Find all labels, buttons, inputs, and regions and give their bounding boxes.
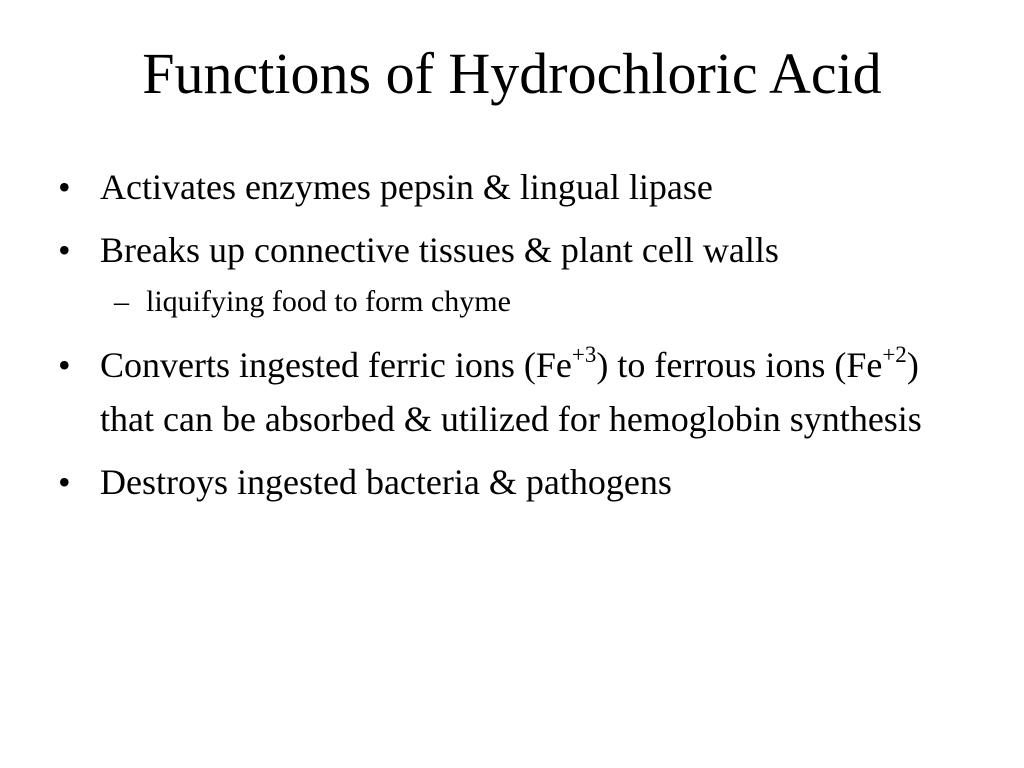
sub-bullet-marker: –: [114, 285, 129, 318]
bullet-text-part: ) that can be absorbed & utilized for hemoglobin synthesis: [100, 345, 922, 439]
bullet-item: [58, 338, 978, 446]
bullet-list: [58, 160, 978, 518]
bullet-marker: •: [58, 230, 71, 270]
bullet-text: Destroys ingested bacteria & pathogens: [100, 462, 672, 502]
bullet-text: Activates enzymes pepsin & lingual lipase: [100, 167, 713, 207]
superscript-charge: +3: [571, 342, 597, 367]
sub-bullet-text: liquifying food to form chyme: [146, 285, 511, 318]
bullet-text-part: ) to ferrous ions (Fe: [596, 345, 883, 385]
bullet-item: [58, 455, 978, 509]
slide-title: Functions of Hydrochloric Acid: [142, 41, 882, 106]
bullet-text: Breaks up connective tissues & plant cell walls: [100, 230, 779, 270]
bullet-text-part: Converts ingested ferric ions (Fe: [100, 345, 572, 385]
sub-bullet-item: [58, 280, 978, 324]
bullet-item: [58, 223, 978, 277]
bullet-item: [58, 160, 978, 214]
bullet-marker: •: [58, 462, 71, 502]
bullet-marker: •: [58, 345, 71, 385]
superscript-charge: +2: [882, 342, 907, 367]
bullet-marker: •: [58, 167, 71, 207]
